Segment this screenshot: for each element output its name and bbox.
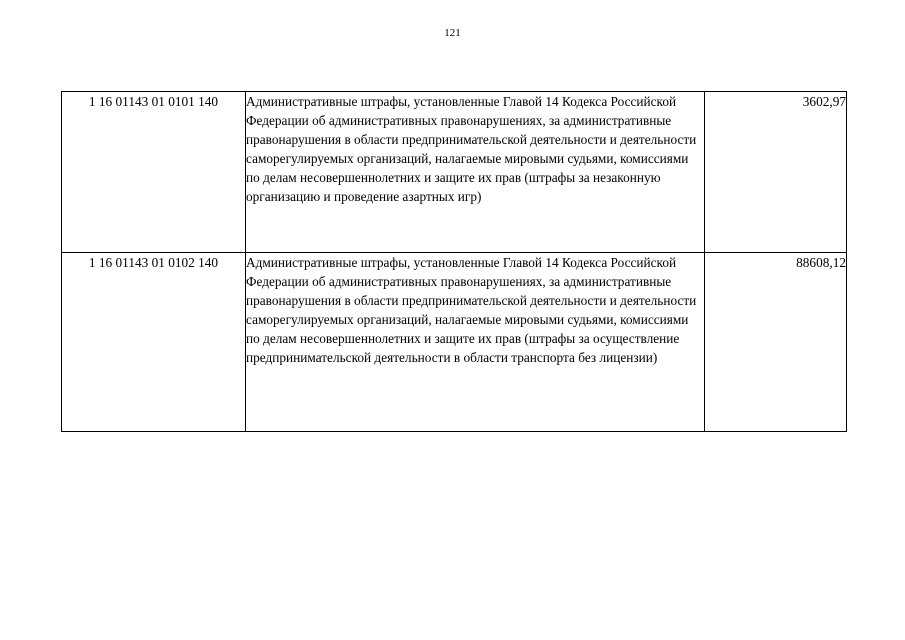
budget-code-cell: 1 16 01143 01 0101 140	[62, 92, 246, 253]
description-cell: Административные штрафы, установленные Главой 14 Кодекса Российской Федерации об административных правонарушениях, за административные правонарушения в области предпринимательской деятельности и деятельности саморегулируемых организаций, налагаемые мировыми судьями, комиссиями по делам несовершеннолетних и защите их прав (штрафы за осуществление предпринимательской деятельности в области транспорта без лицензии)	[246, 253, 705, 432]
amount-cell: 3602,97	[705, 92, 847, 253]
table-row	[62, 92, 847, 253]
budget-code-cell: 1 16 01143 01 0102 140	[62, 253, 246, 432]
amount-cell: 88608,12	[705, 253, 847, 432]
table-row	[62, 253, 847, 432]
page-number: 121	[444, 27, 461, 39]
budget-table	[61, 91, 847, 432]
description-cell: Административные штрафы, установленные Главой 14 Кодекса Российской Федерации об административных правонарушениях, за административные правонарушения в области предпринимательской деятельности и деятельности саморегулируемых организаций, налагаемые мировыми судьями, комиссиями по делам несовершеннолетних и защите их прав (штрафы за незаконную организацию и проведение азартных игр)	[246, 92, 705, 253]
